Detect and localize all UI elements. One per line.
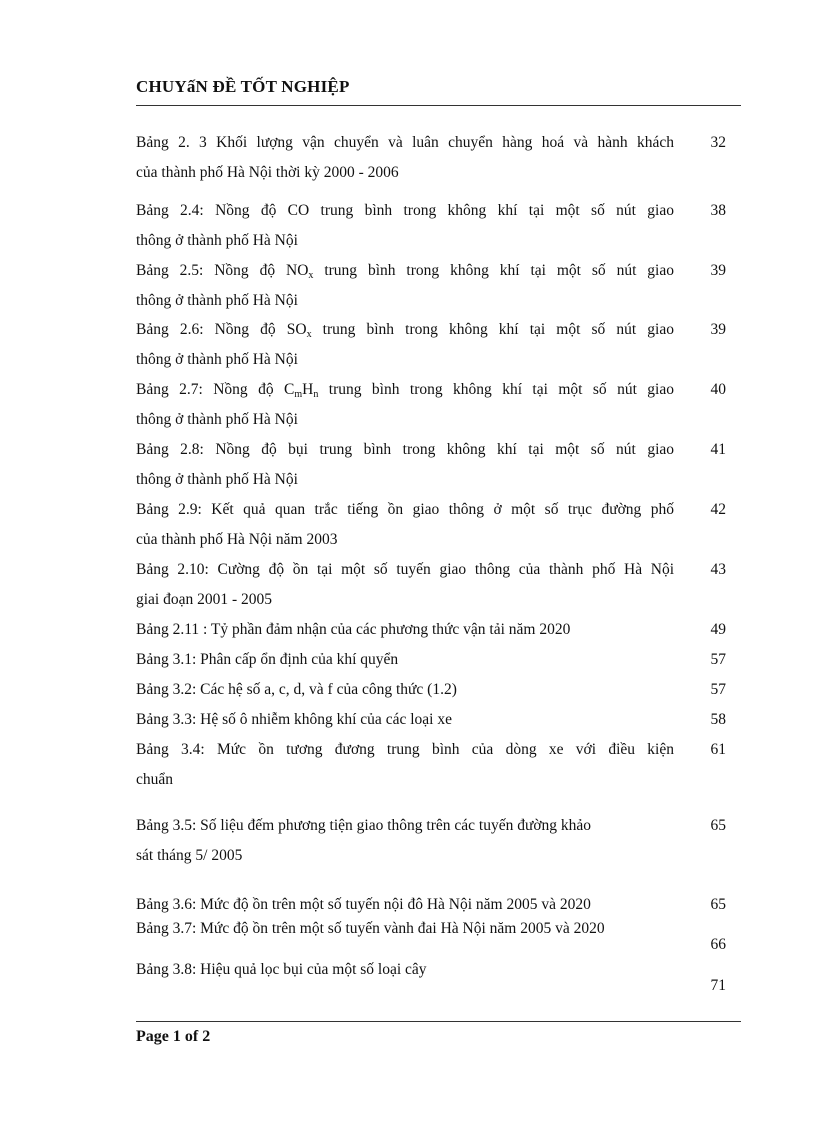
entry-title-line: thông ở thành phố Hà Nội [136,232,298,249]
entry-title-line: Bảng 2.10: Cường độ ồn tại một số tuyến giao thông của thành phố Hà Nội [136,561,674,578]
footer-divider [136,1021,741,1022]
entry-page-number: 41 [710,441,726,458]
header-divider [136,105,741,106]
entry-page-number: 57 [710,651,726,668]
entry-title-line: chuẩn [136,771,174,788]
entry-page-number: 57 [710,681,726,698]
entry-page-number: 39 [710,262,726,279]
entry-title-line: thông ở thành phố Hà Nội [136,351,298,368]
entry-page-number: 49 [710,621,726,638]
entry-page-number: 43 [710,561,726,578]
entry-title-line: Bảng 3.7: Mức độ ồn trên một số tuyến vành đai Hà Nội năm 2005 và 2020 [136,920,605,937]
entry-title-line: Bảng 3.1: Phân cấp ổn định của khí quyển [136,651,399,668]
entry-title-line: Bảng 3.2: Các hệ số a, c, d, và f của công thức (1.2) [136,681,457,698]
entry-title-line: của thành phố Hà Nội năm 2003 [136,531,338,548]
entry-title-line: Bảng 3.8: Hiệu quả lọc bụi của một số loại cây [136,961,427,978]
entry-title-line: thông ở thành phố Hà Nội [136,292,298,309]
page-indicator: Page 1 of 2 [136,1028,211,1045]
entry-title-line: Bảng 2.11 : Tỷ phần đảm nhận của các phương thức vận tải năm 2020 [136,621,571,638]
entry-page-number: 58 [710,711,726,728]
entry-title-line: thông ở thành phố Hà Nội [136,471,298,488]
entry-page-number: 65 [710,817,726,834]
entry-title-line: Bảng 2.5: Nồng độ $NO_x$ trung bình trong không khí tại một số nút giao [136,262,674,281]
entry-page-number: 71 [710,977,726,994]
entry-page-number: 39 [710,321,726,338]
entry-page-number: 65 [710,896,726,913]
entry-title-line: thông ở thành phố Hà Nội [136,411,298,428]
entry-title-line: Bảng 3.4: Mức ồn tương đương trung bình của dòng xe với điều kiện [136,741,674,758]
entry-page-number: 42 [710,501,726,518]
document-header-title: CHUYấN ĐỀ TỐT NGHIỆP [136,77,350,96]
entry-title-line: Bảng 3.5: Số liệu đếm phương tiện giao thông trên các tuyến đường khảo [136,817,592,834]
entry-page-number: 40 [710,381,726,398]
entry-title-line: Bảng 2.9: Kết quả quan trắc tiếng ồn giao thông ở một số trục đường phố [136,501,674,518]
entry-title-line: của thành phố Hà Nội thời kỳ 2000 - 2006 [136,164,399,181]
entry-title-line: Bảng 2.7: Nồng độ $C_mH_n$ trung bình trong không khí tại một số nút giao [136,381,674,400]
entry-title-line: giai đoạn 2001 - 2005 [136,591,273,608]
entry-page-number: 66 [710,936,726,953]
entry-title-line: Bảng 2. 3 Khối lượng vận chuyển và luân chuyển hàng hoá và hành khách [136,134,674,151]
entry-title-line: sát tháng 5/ 2005 [136,847,243,864]
entry-page-number: 32 [710,134,726,151]
entry-page-number: 61 [710,741,726,758]
entry-page-number: 38 [710,202,726,219]
entry-title-line: Bảng 3.6: Mức độ ồn trên một số tuyến nội đô Hà Nội năm 2005 và 2020 [136,896,591,913]
entry-title-line: Bảng 2.6: Nồng độ $SO_x$ trung bình trong không khí tại một số nút giao [136,321,674,340]
entry-title-line: Bảng 3.3: Hệ số ô nhiễm không khí của các loại xe [136,711,452,728]
entry-title-line: Bảng 2.4: Nồng độ CO trung bình trong không khí tại một số nút giao [136,202,674,219]
entry-title-line: Bảng 2.8: Nồng độ bụi trung bình trong không khí tại một số nút giao [136,441,674,458]
